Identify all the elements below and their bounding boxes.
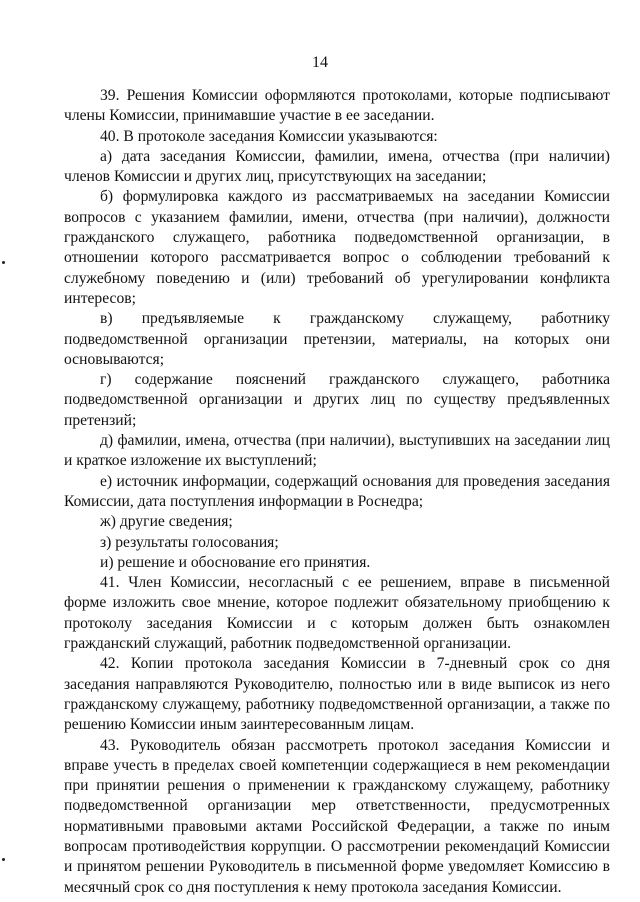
item-v: в) предъявляемые к гражданскому служащему, работнику подведомственной организации претензии, материалы, на которых они основываются;	[64, 310, 610, 368]
item-z: з) результаты голосования;	[100, 533, 279, 551]
page-number: 14	[312, 54, 328, 71]
item-i: и) решение и обоснование его принятия.	[100, 553, 371, 571]
scan-mark	[2, 858, 5, 861]
item-zh: ж) другие сведения;	[100, 513, 233, 531]
item-d: д) фамилии, имена, отчества (при наличии), выступивших на заседании лиц и краткое изложение их выступлений;	[64, 432, 610, 470]
paragraph-39: 39. Решения Комиссии оформляются протоколами, которые подписывают члены Комиссии, принимавшие участие в ее заседании.	[64, 87, 610, 125]
paragraph-41: 41. Член Комиссии, несогласный с ее решением, вправе в письменной форме изложить свое мнение, которое подлежит обязательному приобщению к протоколу заседания Комиссии и с которым должен быть ознакомлен гражданский служащий, работник подведомственной организации.	[64, 574, 610, 653]
paragraph-42: 42. Копии протокола заседания Комиссии в 7-дневный срок со дня заседания направляются Руководителю, полностью или в виде выписок из него гражданскому служащему, работнику подведомственной организации, а также по решению Комиссии иным заинтересованным лицам.	[64, 655, 610, 734]
scan-mark	[2, 261, 5, 264]
item-b: б) формулировка каждого из рассматриваемых на заседании Комиссии вопросов с указанием фамилии, имени, отчества (при наличии), должности гражданского служащего, работника подведомственной организации, в отношении которого рассматривается вопрос о соблюдении требований к служебному поведению и (или) требований об урегулировании конфликта интересов;	[64, 188, 610, 307]
item-g: г) содержание пояснений гражданского служащего, работника подведомственной организации и других лиц по существу предъявленных претензий;	[64, 371, 610, 429]
paragraph-43: 43. Руководитель обязан рассмотреть протокол заседания Комиссии и вправе учесть в пределах своей компетенции содержащиеся в нем рекомендации при принятии решения о применении к гражданскому служащему, работнику подведомственной организации мер ответственности, предусмотренных нормативными правовыми актами Российской Федерации, а также по иным вопросам противодействия коррупции. О рассмотрении рекомендаций Комиссии и принятом решении Руководитель в письменной форме уведомляет Комиссию в месячный срок со дня поступления к нему протокола заседания Комиссии.	[64, 736, 610, 896]
item-e: е) источник информации, содержащий основания для проведения заседания Комиссии, дата поступления информации в Роснедра;	[64, 472, 610, 510]
document-body	[64, 86, 610, 898]
item-a: а) дата заседания Комиссии, фамилии, имена, отчества (при наличии) членов Комиссии и других лиц, присутствующих на заседании;	[64, 147, 610, 186]
paragraph-40: 40. В протоколе заседания Комиссии указываются:	[100, 127, 438, 145]
